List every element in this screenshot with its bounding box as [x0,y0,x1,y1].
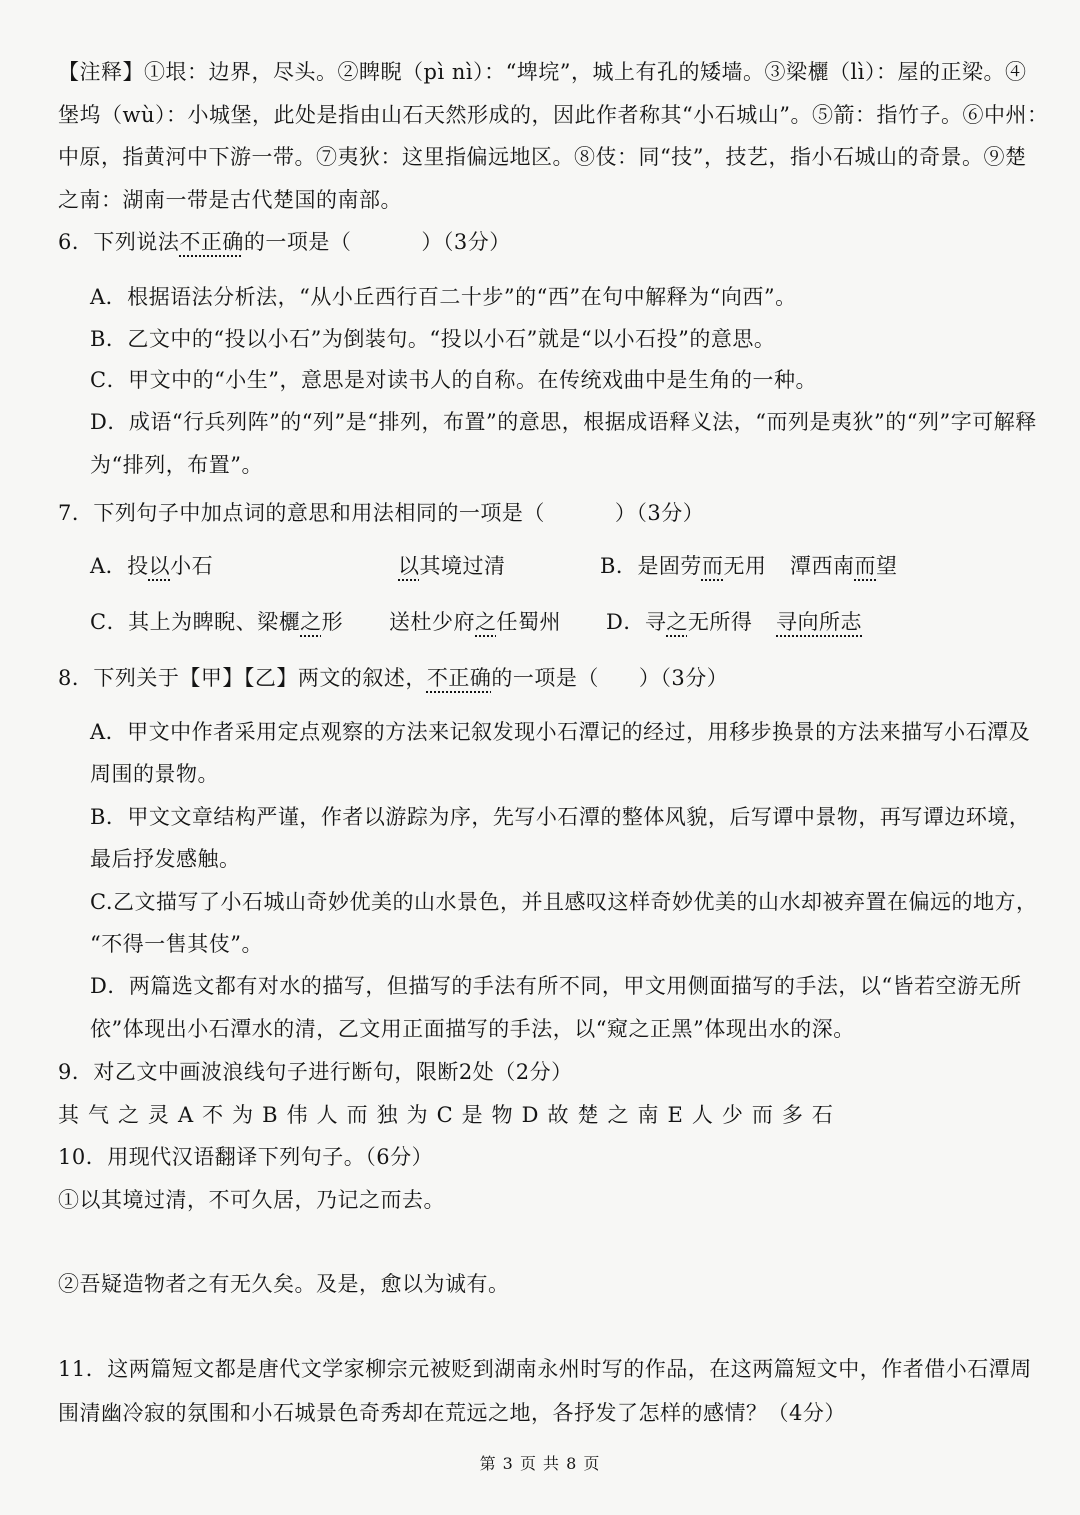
q8-option-a: A．甲文中作者采用定点观察的方法来记叙发现小石潭记的经过，用移步换景的方法来描写小石潭及 [90,720,1031,744]
q10-item-2: ②吾疑造物者之有无久矣。及是，愈以为诚有。 [58,1272,510,1296]
q7-option-d: D．寻之无所得 [606,610,753,634]
q6-option-d: D．成语“行兵列阵”的“列”是“排列，布置”的意思，根据成语释义法，“而列是夷狄”的“列”字可解释 [90,410,1037,434]
q11-line-1: 11．这两篇短文都是唐代文学家柳宗元被贬到湖南永州时写的作品，在这两篇短文中，作者借小石潭周 [58,1357,1032,1381]
emphasis-dots: 不正确 [179,230,244,254]
q6-option-a: A．根据语法分析法，“从小丘西行百二十步”的“西”在句中解释为“向西”。 [90,285,797,309]
q9-sentence: 其气之灵A不为B伟人而独为C是物D故楚之南E人少而多石 [58,1103,842,1127]
q7-option-a-2: 以其境过清 [398,554,506,578]
q7-option-a: A．投以小石 [90,554,214,578]
q8-option-c-cont: “不得一售其伎”。 [90,932,263,956]
emphasis-dots: 而 [701,554,724,578]
notes-line-1: 【注释】①垠：边界，尽头。②睥睨（pì nì）：“埤垸”，城上有孔的矮墙。③梁欐（lì）：屋的正梁。④ [58,60,1027,84]
q7-option-c: C．其上为睥睨、梁欐之形 [90,610,344,634]
q6-option-b: B．乙文中的“投以小石”为倒装句。“投以小石”就是“以小石投”的意思。 [90,327,776,351]
q8-option-c: C.乙文描写了小石城山奇妙优美的山水景色，并且感叹这样奇妙优美的山水却被弃置在偏远的地方， [90,890,1038,914]
q8-option-d: D．两篇选文都有对水的描写，但描写的手法有所不同，甲文用侧面描写的手法，以“皆若空游无所 [90,974,1022,998]
notes-line-3: 中原，指黄河中下游一带。⑦夷狄：这里指偏远地区。⑧伎：同“技”，技艺，指小石城山的奇景。⑨楚 [58,145,1027,169]
emphasis-dots: 寻向所志 [776,610,862,634]
emphasis-dots: 之 [475,610,497,634]
q8-option-d-cont: 依”体现出小石潭水的清，乙文用正面描写的手法，以“窥之正黑”体现出水的深。 [90,1017,855,1041]
q7-option-d-2 [776,606,862,638]
q11-line-2: 围清幽冷寂的氛围和小石城景色奇秀却在荒远之地，各抒发了怎样的感情？（4分） [58,1401,846,1425]
page-number: 第 3 页 共 8 页 [479,1454,601,1473]
notes-line-4: 之南：湖南一带是古代楚国的南部。 [58,188,402,212]
emphasis-dots: 之 [666,610,688,634]
q8-option-a-cont: 周围的景物。 [90,762,219,786]
q8-option-b-cont: 最后抒发感触。 [90,847,241,871]
q7-option-c-2: 送杜少府之任蜀州 [389,610,561,634]
emphasis-dots: 而 [854,554,876,578]
emphasis-dots: 不正确 [426,666,492,690]
emphasis-dots: 之 [300,610,322,634]
q8-option-b: B．甲文文章结构严谨，作者以游踪为序，先写小石潭的整体风貌，后写谭中景物，再写谭边环境， [90,805,1031,829]
q7-stem: 7．下列句子中加点词的意思和用法相同的一项是（ ）（3分） [58,501,705,525]
notes-line-2: 堡坞（wù）：小城堡，此处是指由山石天然形成的，因此作者称其“小石城山”。⑤箭：指竹子。⑥中州： [58,103,1049,127]
q7-option-b: B．是固劳而无用 [600,554,767,578]
q7-option-b-2: 潭西南而望 [790,554,898,578]
emphasis-dots: 以 [398,554,420,578]
q10-item-1: ①以其境过清，不可久居，乃记之而去。 [58,1188,445,1212]
q9-stem: 9．对乙文中画波浪线句子进行断句，限断2处（2分） [58,1060,573,1084]
q6-stem: 6．下列说法不正确的一项是（ ）（3分） [58,230,511,254]
q10-stem: 10．用现代汉语翻译下列句子。（6分） [58,1145,434,1169]
emphasis-dots: 以 [148,554,171,578]
q6-option-c: C．甲文中的“小生”，意思是对读书人的自称。在传统戏曲中是生角的一种。 [90,368,818,392]
q8-stem: 8．下列关于【甲】【乙】两文的叙述，不正确的一项是（ ）（3分） [58,666,729,690]
q6-option-d-cont: 为“排列，布置”。 [90,453,263,477]
